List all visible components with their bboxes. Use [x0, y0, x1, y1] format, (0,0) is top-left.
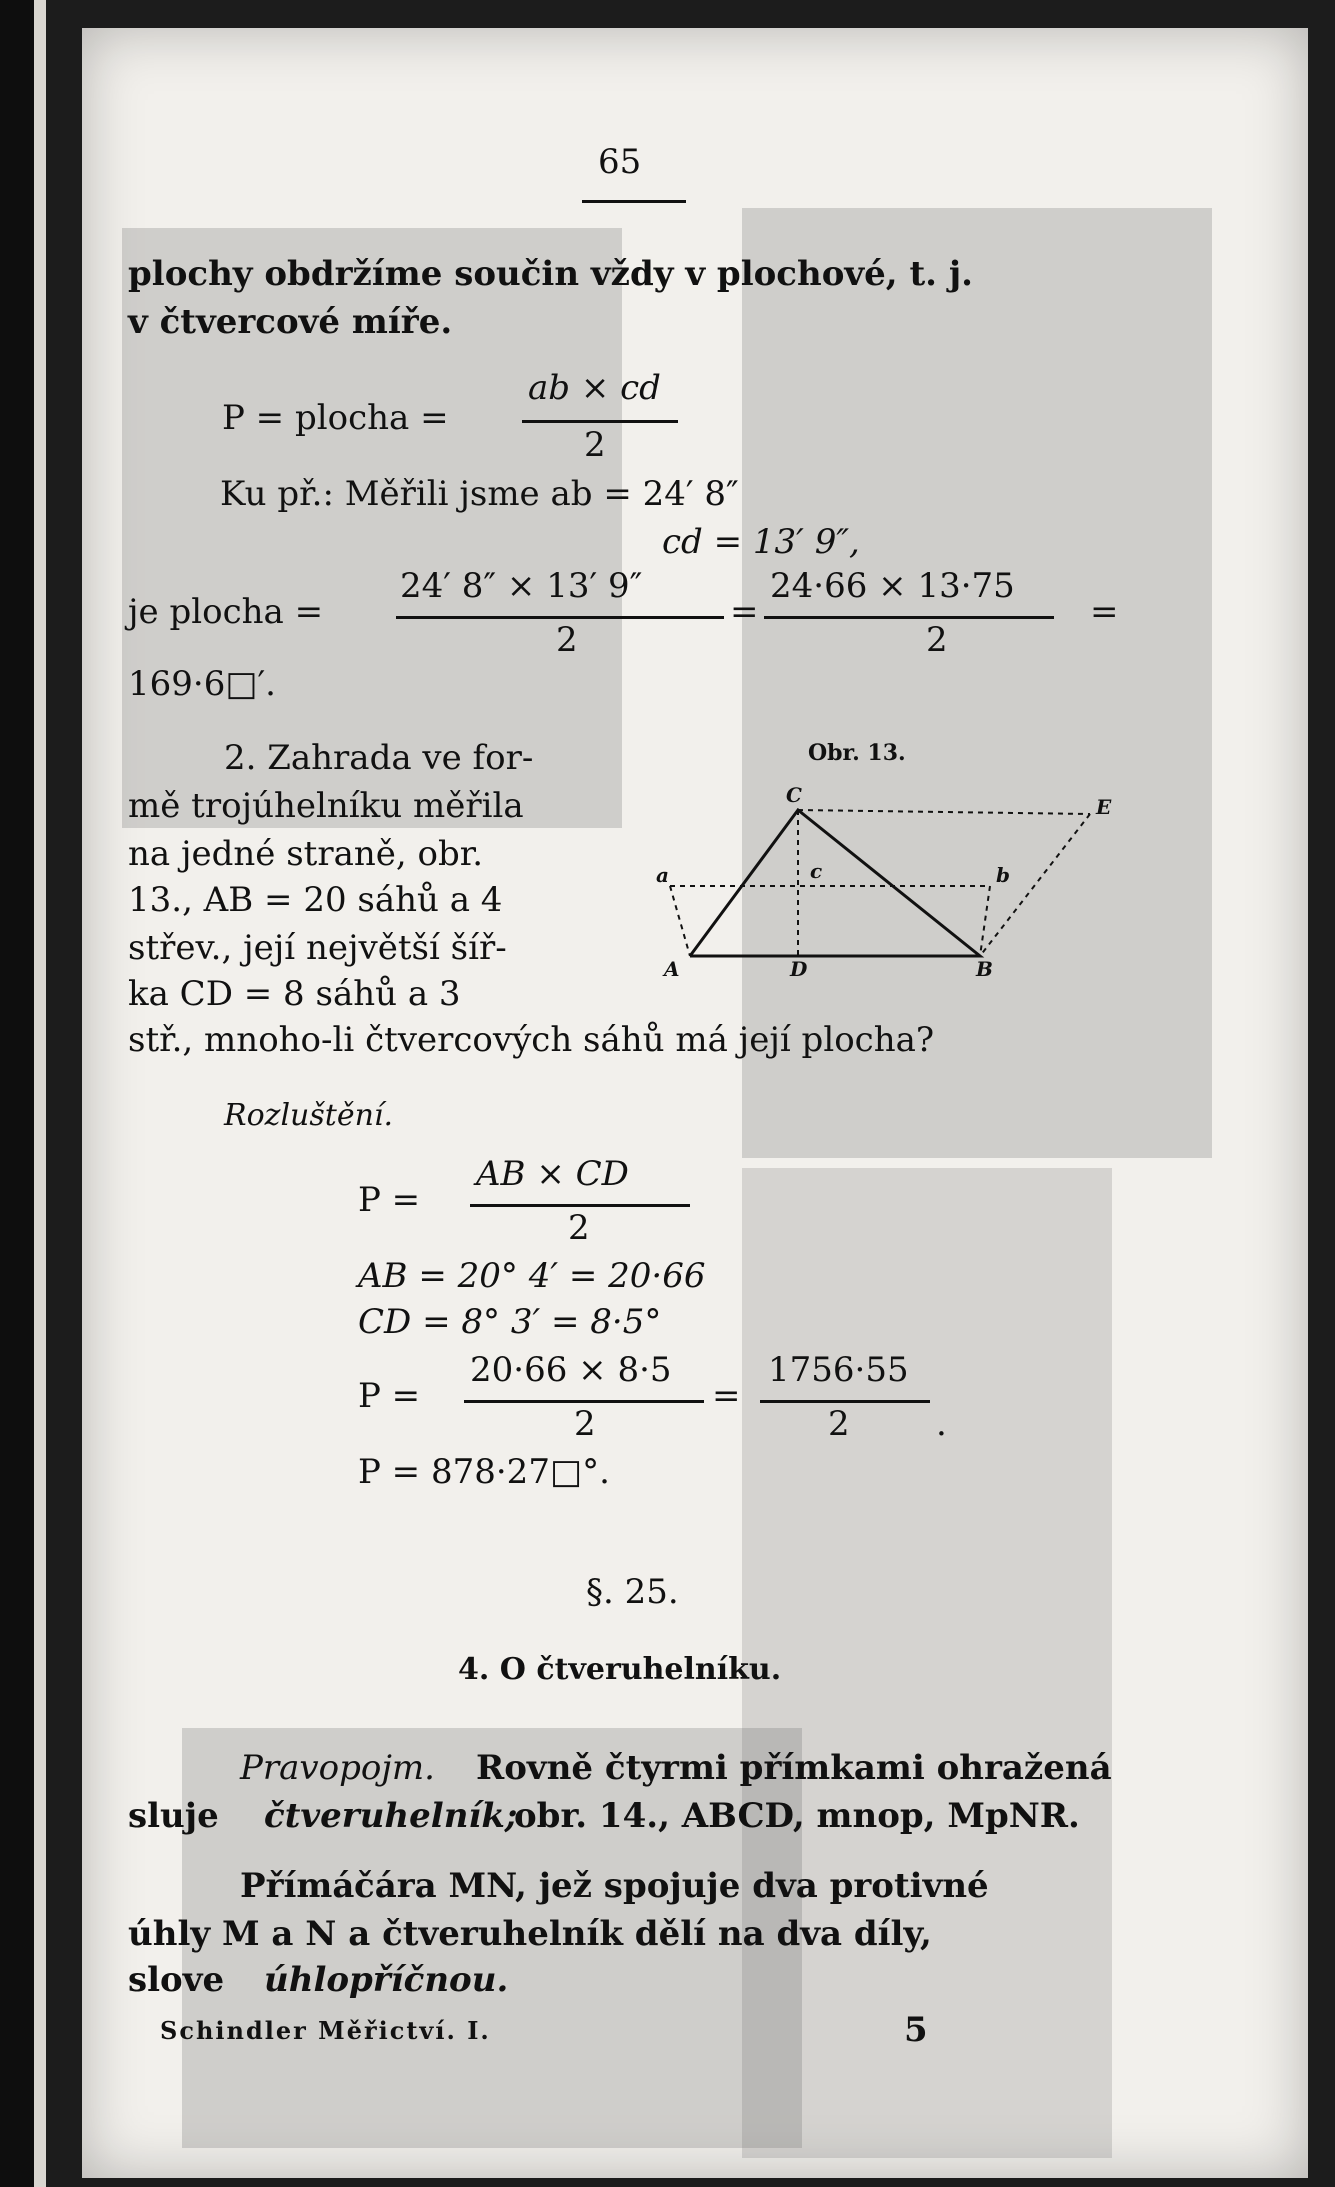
sol-result: P = 878·27□°. [358, 1452, 610, 1492]
figure-caption: Obr. 13. [808, 740, 906, 766]
triangle-abc [690, 810, 980, 956]
intro-line: v čtvercové míře. [128, 302, 453, 342]
fraction-bar [464, 1400, 704, 1403]
def-term: Pravopojm. [240, 1748, 435, 1788]
problem-line: 13., AB = 20 sáhů a 4 [128, 880, 503, 920]
sol-denominator: 2 [574, 1404, 596, 1444]
example-line: cd = 13′ 9″, [662, 522, 860, 562]
sol-denominator: 2 [568, 1208, 590, 1248]
page-number: 65 [598, 142, 642, 182]
label-d: D [790, 957, 808, 980]
equals-sign: = [712, 1376, 741, 1416]
fraction-bar [760, 1400, 930, 1403]
plocha-result: 169·6□′. [128, 664, 276, 704]
plocha-numerator: 24·66 × 13·75 [770, 566, 1015, 606]
line-b-side [980, 886, 990, 956]
plocha-numerator: 24′ 8″ × 13′ 9″ [400, 566, 643, 606]
sol-ab: AB = 20° 4′ = 20·66 [358, 1256, 706, 1296]
scan-left-strip [34, 0, 46, 2187]
fraction-bar [764, 616, 1054, 619]
def-line: obr. 14., ABCD, mnop, MpNR. [514, 1796, 1080, 1836]
footer-signature: Schindler Měřictví. I. [160, 2016, 491, 2045]
sol-cd: CD = 8° 3′ = 8·5° [358, 1302, 662, 1342]
scan-left-edge [0, 0, 34, 2187]
fraction-bar [470, 1204, 690, 1207]
diag-line: slove [128, 1960, 225, 2000]
diag-line: čára MN, jež spojuje dva protivné [354, 1866, 989, 1906]
page-number-rule [582, 200, 686, 203]
label-b-small: b [996, 863, 1010, 887]
period: . [936, 1404, 947, 1444]
sol-numerator: 1756·55 [768, 1350, 909, 1390]
label-a: A [664, 957, 680, 980]
section-title: 4. O čtveruhelníku. [458, 1652, 782, 1687]
label-e: E [1096, 795, 1112, 819]
label-a-small: a [656, 863, 669, 887]
plocha-lhs: je plocha = [128, 592, 324, 632]
formula-denominator: 2 [584, 425, 606, 465]
scan-shade [742, 208, 1212, 1158]
label-c: C [786, 783, 802, 807]
solution-heading: Rozluštění. [224, 1098, 394, 1133]
sol-numerator: 20·66 × 8·5 [470, 1350, 672, 1390]
problem-line: 2. Zahrada ve for- [224, 738, 534, 778]
diag-term: Přímá [240, 1866, 355, 1906]
diag-term: úhlopříčnou. [264, 1960, 509, 2000]
problem-line: střev., její největší šíř- [128, 928, 507, 968]
fraction-bar [396, 616, 724, 619]
formula-numerator: ab × cd [528, 368, 661, 408]
problem-line: ka CD = 8 sáhů a 3 [128, 974, 461, 1014]
def-line: sluje [128, 1796, 219, 1836]
problem-line: stř., mnoho-li čtvercových sáhů má její plocha? [128, 1020, 935, 1060]
plocha-denominator: 2 [926, 620, 948, 660]
fraction-bar [522, 420, 678, 423]
problem-line: mě trojúhelníku měřila [128, 786, 524, 826]
problem-line: na jedné straně, obr. [128, 834, 484, 874]
equals-sign: = [1090, 592, 1119, 632]
def-term: čtveruhelník; [264, 1796, 518, 1836]
footer-sheet-number: 5 [904, 2010, 928, 2050]
formula-lhs: P = plocha = [222, 398, 449, 438]
def-line: Rovně čtyrmi přímkami ohražená [476, 1748, 1112, 1788]
line-ce [798, 810, 1090, 814]
sol-denominator: 2 [828, 1404, 850, 1444]
sol-numerator: AB × CD [476, 1154, 629, 1194]
diag-line: úhly M a N a čtveruhelník dělí na dva díly, [128, 1914, 932, 1954]
line-a-side [670, 886, 690, 956]
label-c-small: c [810, 859, 823, 883]
label-b: B [976, 957, 993, 980]
example-line: Ku př.: Měřili jsme ab = 24′ 8″ [220, 474, 739, 514]
sol-lhs: P = [358, 1180, 421, 1220]
plocha-denominator: 2 [556, 620, 578, 660]
sol-lhs: P = [358, 1376, 421, 1416]
section-number: §. 25. [586, 1572, 679, 1612]
intro-line: plochy obdržíme součin vždy v plochové, t. j. [128, 254, 973, 294]
equals-sign: = [730, 592, 759, 632]
figure-13 [650, 780, 1140, 980]
